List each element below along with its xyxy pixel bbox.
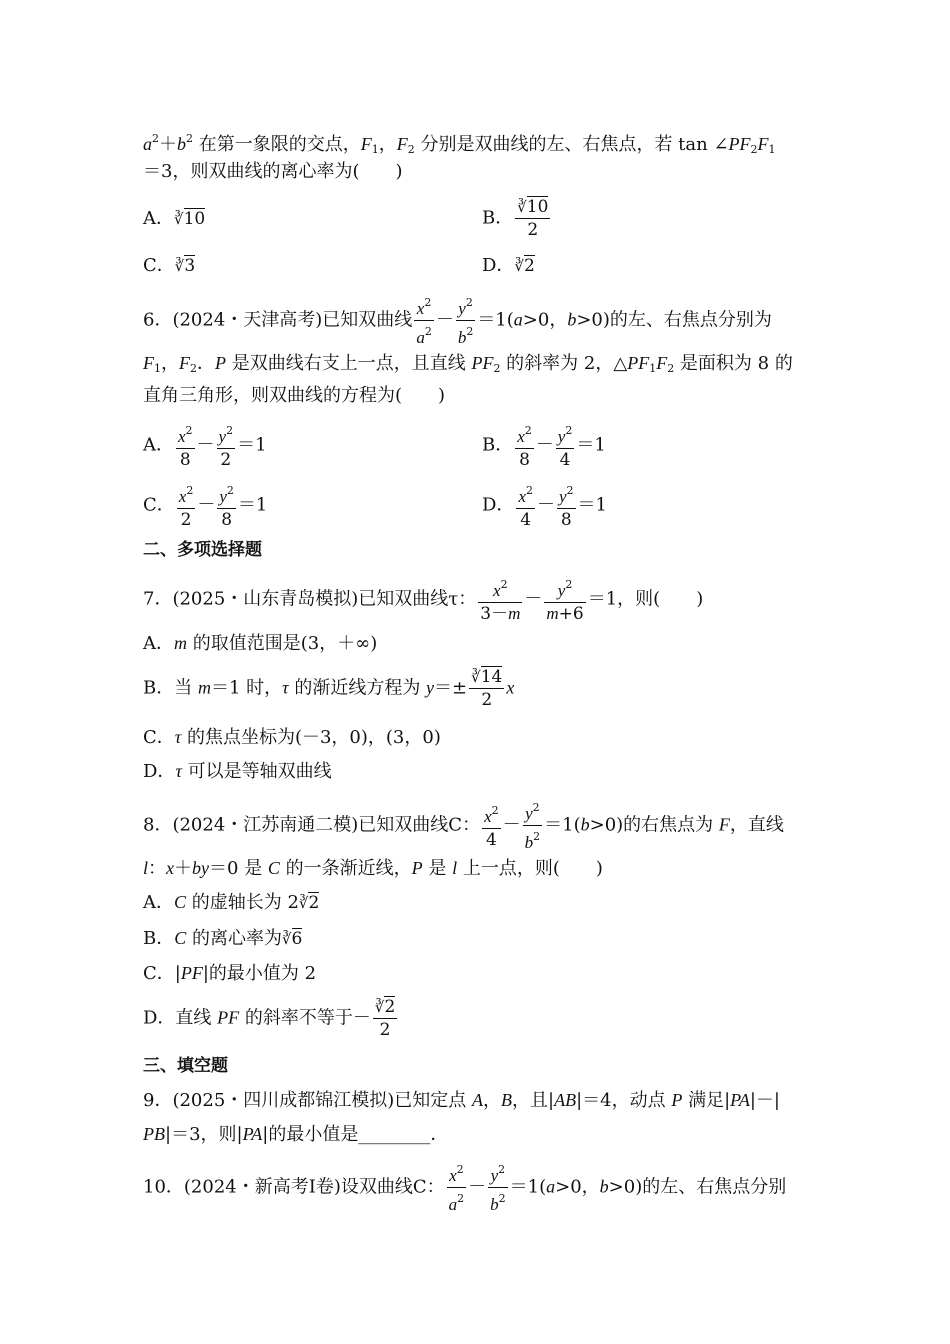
- q5-option-a[interactable]: A．∛10: [143, 208, 206, 229]
- q8-line1: 8．(2024・江苏南通二模)已知双曲线C： $\frac{x^2}{4}$ － $\frac{y^2}{b^2}$ ＝1(b>0)的右焦点为 F，直线: [143, 797, 784, 854]
- q9-line1: 9．(2025・四川成都锦江模拟)已知定点 A，B，且|AB|＝4，动点 P 满足|PA|－|: [143, 1090, 780, 1111]
- q5-option-d[interactable]: D．∛2: [482, 255, 535, 276]
- q6-option-d[interactable]: D． $\frac{x^2}{4}$ － $\frac{y^2}{8}$ ＝1: [482, 480, 607, 531]
- q8-option-d[interactable]: D．直线 PF 的斜率不等于－ $\frac{∛2}{2}$: [143, 997, 396, 1040]
- q8-lead: 8．(2024・江苏南通二模)已知双曲线C：: [143, 814, 481, 836]
- q7-option-d[interactable]: D．τ 可以是等轴双曲线: [143, 761, 332, 782]
- q7-line1: 7．(2025・山东青岛模拟)已知双曲线τ： $\frac{x^2}{3-m}$ － $\frac{y^2}{m+6}$ ＝1，则( ): [143, 574, 703, 625]
- q6-option-b[interactable]: B． $\frac{x^2}{8}$ － $\frac{y^2}{4}$ ＝1: [482, 420, 606, 471]
- q10-line1: 10．(2024・新高考Ⅰ卷)设双曲线C： $\frac{x^2}{a^2}$ － $\frac{y^2}{b^2}$ ＝1(a>0，b>0)的左、右焦点分别: [143, 1159, 786, 1216]
- q8-option-c[interactable]: C．|PF|的最小值为 2: [143, 963, 317, 984]
- section-heading-fill-blank: 三、填空题: [143, 1056, 228, 1076]
- q10-lead: 10．(2024・新高考Ⅰ卷)设双曲线C：: [143, 1176, 445, 1198]
- q7-option-c[interactable]: C．τ 的焦点坐标为(－3，0)，(3，0): [143, 727, 441, 748]
- q8-line2: l：x＋by＝0 是 C 的一条渐近线，P 是 l 上一点，则( ): [143, 858, 603, 879]
- q5-line1: $a^2+b^2$ 在第一象限的交点，$F_1$，$F_2$ 分别是双曲线的左、右焦点，若 $\tan \angle PF_2F_1$: [143, 132, 776, 156]
- q6-option-a[interactable]: A． $\frac{x^2}{8}$ － $\frac{y^2}{2}$ ＝1: [143, 420, 267, 471]
- q5-option-c[interactable]: C．∛3: [143, 255, 196, 276]
- q8-option-a[interactable]: A．C 的虚轴长为 2∛2: [143, 892, 320, 913]
- q6-line2: $F_1$，$F_2$．P 是双曲线右支上一点，且直线 $PF_2$ 的斜率为 2，$\triangle PF_1F_2$ 是面积为 8 的: [143, 353, 793, 375]
- q8-option-b[interactable]: B．C 的离心率为∛6: [143, 928, 303, 949]
- q6-option-c[interactable]: C． $\frac{x^2}{2}$ － $\frac{y^2}{8}$ ＝1: [143, 480, 267, 531]
- q6-line1: 6．(2024・天津高考)已知双曲线 $\frac{x^2}{a^2}$ － $\frac{y^2}{b^2}$ ＝1(a>0，b>0)的左、右焦点分别为: [143, 292, 772, 349]
- q7-lead: 7．(2025・山东青岛模拟)已知双曲线τ：: [143, 588, 477, 610]
- q7-option-b[interactable]: B．当 m＝1 时，τ 的渐近线方程为 y＝± $\frac{∛14}{2}$ x: [143, 667, 515, 710]
- section-heading-multi-choice: 二、多项选择题: [143, 540, 262, 560]
- q5-line2: ＝3，则双曲线的离心率为( ): [143, 161, 403, 182]
- q6-lead: 6．(2024・天津高考)已知双曲线: [143, 309, 413, 331]
- q7-tail: ＝1，则( ): [587, 588, 704, 610]
- q5-option-b[interactable]: B． $\frac{∛10}{2}$: [482, 197, 549, 240]
- q6-line3: 直角三角形，则双曲线的方程为( ): [143, 385, 446, 406]
- q9-line2: PB|＝3，则|PA|的最小值是________．: [143, 1124, 449, 1145]
- q7-option-a[interactable]: A．m 的取值范围是(3，＋∞): [143, 633, 378, 654]
